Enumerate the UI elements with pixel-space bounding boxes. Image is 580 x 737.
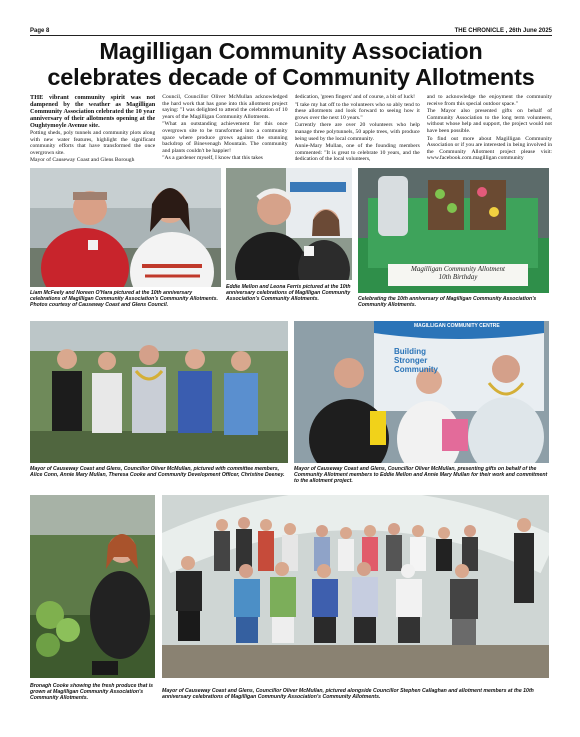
photo-birthday-cake (358, 168, 549, 293)
photo-gift-presentation (294, 321, 549, 463)
article-body (30, 94, 552, 162)
photo-1-caption: Liam McFeely and Noreen O'Hara pictured at the 10th anniversary celebrations of Magilligan Community Association's Community Allotments. Photos courtesy of Causeway Coast and Glens Council. (30, 290, 218, 308)
column-3 (295, 94, 420, 162)
headline-line-1: Magilligan Community Association (99, 38, 483, 64)
cake-subtitle: 10th Birthday (438, 273, 478, 281)
photo-2-caption: Eddie Mellon and Leona Ferris pictured at the 10th anniversary celebrations of Magilligan Community Association's Community Allotments. (226, 284, 351, 302)
paragraph: To find out more about Magilligan Community Association or if you are interested in being involved in the Community Allotment project please visit: www.facebook.com.magilligan community (426, 135, 552, 162)
photo-3-caption: Celebrating the 10th anniversary of Magilligan Community Association's Community Allotments. (358, 296, 537, 308)
paragraph: Mayor of Causeway Coast and Glens Borough (30, 157, 135, 162)
photo-liam-noreen (30, 168, 221, 287)
cake-lettering (388, 265, 528, 281)
banner-title: MAGILLIGAN COMMUNITY CENTRE (414, 323, 500, 329)
photo-7-caption: Mayor of Causeway Coast and Glens, Councillor Oliver McMullan, pictured alongside Councillor Stephen Callaghan and allotment members at the 10th anniversary celebrations of Magilligan Community Association's Community Allotments. (162, 688, 534, 700)
masthead: THE CHRONICLE , 26th June 2025 (454, 28, 552, 34)
paragraph: "What an outstanding achievement for this once overgrown site to be transformed into a community space where produce grows against the stunning backdrop of Binevenagh Mountain. The community and plants couldn't be happier! (162, 121, 288, 154)
community-banner (394, 323, 534, 374)
paragraph: dedication, 'green fingers' and of course, a bit of luck! (294, 94, 416, 100)
photo-bronagh-produce (30, 495, 155, 678)
photo-mayor-committee (30, 321, 288, 463)
paragraph: "I take my hat off to the volunteers who so ably tend to these allotments and look forward to seeing how it grows over the next 10 years." (294, 101, 420, 121)
paragraph: and to acknowledge the enjoyment the community receive from this special outdoor space." (426, 94, 552, 107)
paragraph: "As a gardener myself, I know that this takes (162, 155, 263, 162)
paragraph: Annie-Mary Mullan, one of the founding members commented: "It is great to celebrate 10 years, and the dedication of the local volunteers, (294, 143, 420, 162)
column-4 (427, 94, 552, 162)
paragraph: Currently there are over 20 volunteers who help manage three polytunnels, 50 apple trees, with produce being used by the local community. (294, 122, 420, 142)
paragraph: The Mayor also presented gifts on behalf of Community Association to the long term volunteers, without whose help and support, the project would not have been possible. (426, 108, 552, 134)
page-number: Page 8 (30, 28, 50, 34)
column-2 (162, 94, 287, 162)
photo-6-caption: Bronagh Cooke showing the fresh produce that is grown at Magilligan Community Association's Community Allotments. (30, 683, 154, 701)
paragraph: Potting sheds, poly tunnels and community plots along with new water features, highlight the significant community efforts that have transformed the once overgrown site. (30, 130, 156, 156)
paragraph: Council, Councillor Oliver McMullan acknowledged the hard work that has gone into this allotment project saying: "I was delighted to attend the celebration of 10 years of the Magilligan Community Allotments. (162, 94, 288, 120)
lead-paragraph: THE vibrant community spirit was not dampened by the weather as Magilligan Community Association celebrated the 10 year anniversary of their allotments opening at the Oughtymoyle Avenue site. (30, 94, 156, 129)
banner-slogan: Building Stronger Community (394, 347, 438, 374)
photo-5-caption: Mayor of Causeway Coast and Glens, Councillor Oliver McMullan, presenting gifts on behalf of the Community Allotment members to Eddie Mellon and Annie Mary Mullan for their work and commitment to the allotment project. (294, 466, 548, 484)
photo-group-polytunnel (162, 495, 549, 678)
headline (30, 38, 552, 90)
cake-title: Magilligan Community Allotment (411, 265, 505, 273)
page-header (30, 24, 552, 36)
headline-line-2: celebrates decade of Community Allotments (47, 64, 535, 90)
photo-4-caption: Mayor of Causeway Coast and Glens, Councillor Oliver McMullan, pictured with committee members, Alice Conn, Annie Mary Mullan, Theresa Cooke and Community Development Officer, Christine Deeney. (30, 466, 285, 478)
column-1 (30, 94, 155, 162)
photo-eddie-leona (226, 168, 352, 280)
